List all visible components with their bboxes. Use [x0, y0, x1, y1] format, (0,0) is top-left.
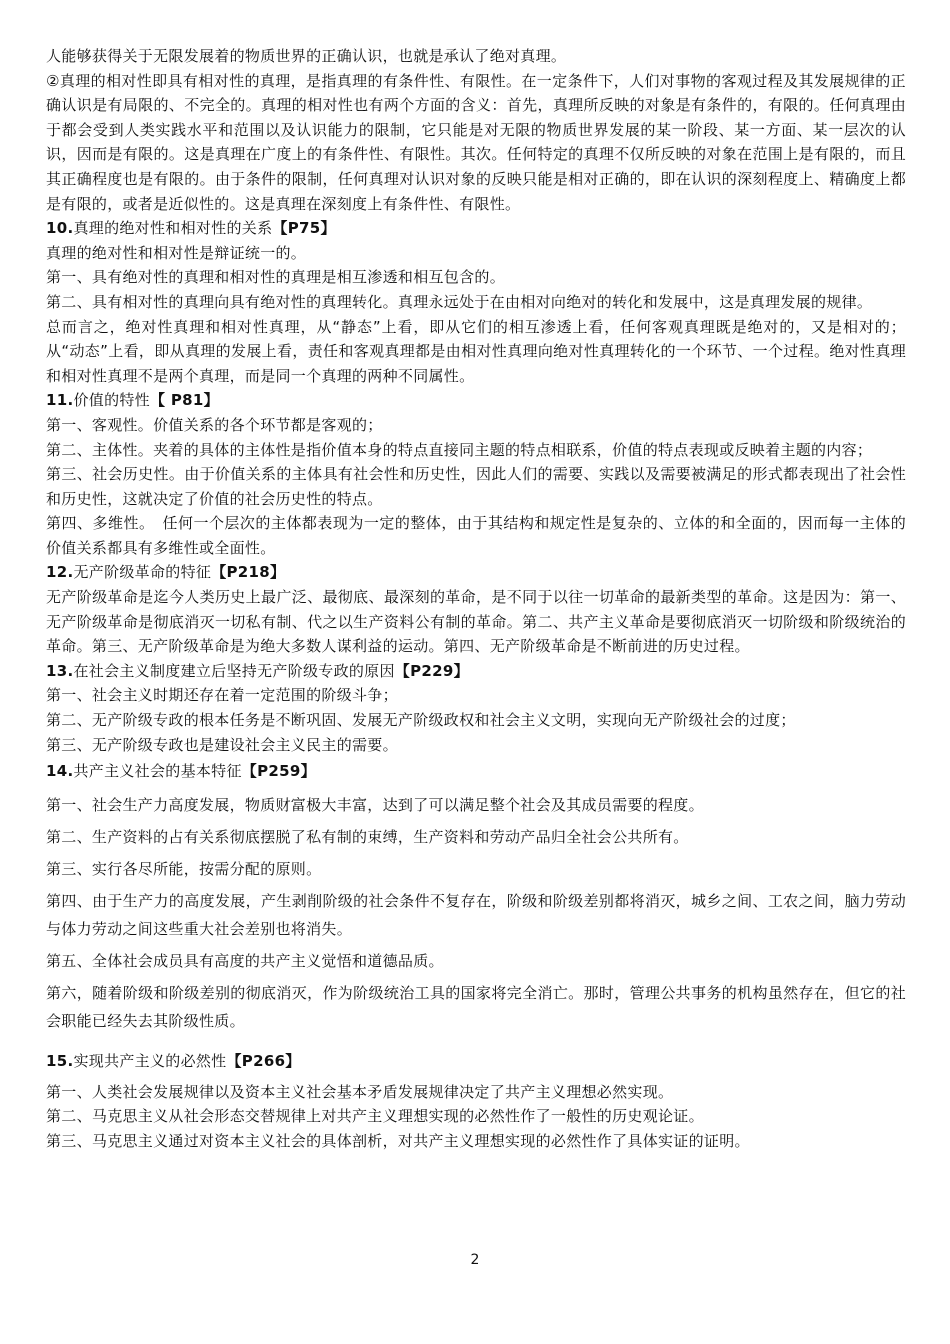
section-paragraph: 第二、无产阶级专政的根本任务是不断巩固、发展无产阶级政权和社会主义文明，实现向无产阶级社会的过度；	[46, 711, 796, 730]
section-paragraph: 第一、具有绝对性的真理和相对性的真理是相互渗透和相互包含的。	[46, 268, 506, 287]
section-number: 15.	[46, 1052, 74, 1071]
section-title: 在社会主义制度建立后坚持无产阶级专政的原因	[73, 661, 395, 680]
section-10	[46, 216, 906, 388]
section-paragraph: 第三、实行各尽所能，按需分配的原则。	[46, 860, 322, 879]
section-number: 14.	[46, 762, 74, 781]
section-paragraph: 第三、无产阶级专政也是建设社会主义民主的需要。	[46, 735, 398, 754]
section-15	[46, 1049, 906, 1153]
section-paragraph: 第二、生产资料的占有关系彻底摆脱了私有制的束缚，生产资料和劳动产品归全社会公共所有。	[46, 828, 689, 847]
section-paragraph: 第四、多维性。 任何一个层次的主体都表现为一定的整体，由于其结构和规定性是复杂的、立体的和全面的，因而每一主体的价值关系都具有多维性或全面性。	[46, 514, 906, 557]
page-reference: 【P218】	[211, 563, 286, 582]
section-paragraph: 第六，随着阶级和阶级差别的彻底消灭，作为阶级统治工具的国家将完全消亡。那时，管理公共事务的机构虽然存在，但它的社会职能已经失去其阶级性质。	[46, 984, 906, 1031]
section-title: 无产阶级革命的特征	[73, 563, 212, 582]
section-heading	[46, 216, 906, 241]
section-14	[46, 757, 906, 1035]
section-12	[46, 560, 906, 658]
section-title: 共产主义社会的基本特征	[73, 762, 242, 781]
section-paragraph: 第一、社会生产力高度发展，物质财富极大丰富，达到了可以满足整个社会及其成员需要的程度。	[46, 796, 704, 815]
intro-block	[46, 44, 906, 216]
section-paragraph: 第一、社会主义时期还存在着一定范围的阶级斗争；	[46, 686, 398, 705]
section-paragraph: 第一、客观性。价值关系的各个环节都是客观的；	[46, 415, 383, 434]
intro-paragraph: ②真理的相对性即具有相对性的真理，是指真理的有条件性、有限性。在一定条件下，人们对事物的客观过程及其发展规律的正确认识是有局限的、不完全的。真理的相对性也有两个方面的含义：首先，真理所反映的对象是有条件的，有限的。任何真理由于都会受到人类实践水平和范围以及认识能力的限制，它只能是对无限的物质世界发展的某一阶段、某一方面、某一层次的认识，因而是有限的。这是真理在广度上的有条件性、有限性。其次。任何特定的真理不仅所反映的对象在范围上是有限的，而且其正确程度也是有限的。由于条件的限制，任何真理对认识对象的反映只能是相对正确的，即在认识的深刻程度上、精确度上都是有限的，或者是近似性的。这是真理在深刻度上有条件性、有限性。	[46, 71, 906, 213]
section-heading	[46, 560, 906, 585]
section-number: 12.	[46, 563, 74, 582]
intro-paragraph: 人能够获得关于无限发展着的物质世界的正确认识，也就是承认了绝对真理。	[46, 47, 567, 65]
page-reference: 【P75】	[272, 219, 336, 238]
section-title: 价值的特性	[73, 391, 150, 410]
section-paragraph: 第二、马克思主义从社会形态交替规律上对共产主义理想实现的必然性作了一般性的历史观论证。	[46, 1107, 704, 1126]
document-page	[46, 44, 906, 1154]
section-paragraph: 第一、人类社会发展规律以及资本主义社会基本矛盾发展规律决定了共产主义理想必然实现。	[46, 1082, 674, 1101]
page-reference: 【P229】	[394, 661, 469, 680]
section-paragraph: 无产阶级革命是迄今人类历史上最广泛、最彻底、最深刻的革命，是不同于以往一切革命的最新类型的革命。这是因为：第一、无产阶级革命是彻底消灭一切私有制、代之以生产资料公有制的革命。第二、共产主义革命是要彻底消灭一切阶级和阶级统治的革命。第三、无产阶级革命是为绝大多数人谋利益的运动。第四、无产阶级革命是不断前进的历史过程。	[46, 588, 906, 656]
section-number: 10.	[46, 219, 74, 238]
section-number: 13.	[46, 661, 74, 680]
page-reference: 【P259】	[241, 762, 316, 781]
section-11	[46, 388, 906, 560]
section-heading	[46, 757, 906, 785]
section-paragraph: 真理的绝对性和相对性是辩证统一的。	[46, 243, 307, 262]
section-paragraph: 第四、由于生产力的高度发展，产生剥削阶级的社会条件不复存在，阶级和阶级差别都将消灭，城乡之间、工农之间，脑力劳动与体力劳动之间这些重大社会差别也将消失。	[46, 892, 906, 939]
section-paragraph: 总而言之，绝对性真理和相对性真理，从“静态”上看，即从它们的相互渗透上看，任何客观真理既是绝对的，又是相对的；从“动态”上看，即从真理的发展上看，责任和客观真理都是由相对性真理向绝对性真理转化的一个环节、一个过程。绝对性真理和相对性真理不是两个真理，而是同一个真理的两种不同属性。	[46, 317, 906, 385]
section-title: 实现共产主义的必然性	[73, 1052, 227, 1071]
section-paragraph: 第三、社会历史性。由于价值关系的主体具有社会性和历史性，因此人们的需要、实践以及需要被满足的形式都表现出了社会性和历史性，这就决定了价值的社会历史性的特点。	[46, 465, 906, 508]
page-number: 2	[470, 1252, 480, 1268]
section-heading	[46, 659, 906, 684]
section-title: 真理的绝对性和相对性的关系	[73, 219, 273, 238]
section-heading	[46, 1049, 906, 1074]
page-reference: 【 P81】	[150, 391, 219, 410]
section-heading	[46, 388, 906, 413]
section-13	[46, 659, 906, 757]
section-paragraph: 第五、全体社会成员具有高度的共产主义觉悟和道德品质。	[46, 952, 444, 971]
section-paragraph: 第三、马克思主义通过对资本主义社会的具体剖析，对共产主义理想实现的必然性作了具体实证的证明。	[46, 1132, 750, 1150]
section-number: 11.	[46, 391, 74, 410]
page-reference: 【P266】	[226, 1052, 301, 1071]
section-paragraph: 第二、具有相对性的真理向具有绝对性的真理转化。真理永远处于在由相对向绝对的转化和发展中，这是真理发展的规律。	[46, 292, 873, 311]
section-paragraph: 第二、主体性。夹着的具体的主体性是指价值本身的特点直接同主题的特点相联系，价值的特点表现或反映着主题的内容；	[46, 440, 873, 459]
